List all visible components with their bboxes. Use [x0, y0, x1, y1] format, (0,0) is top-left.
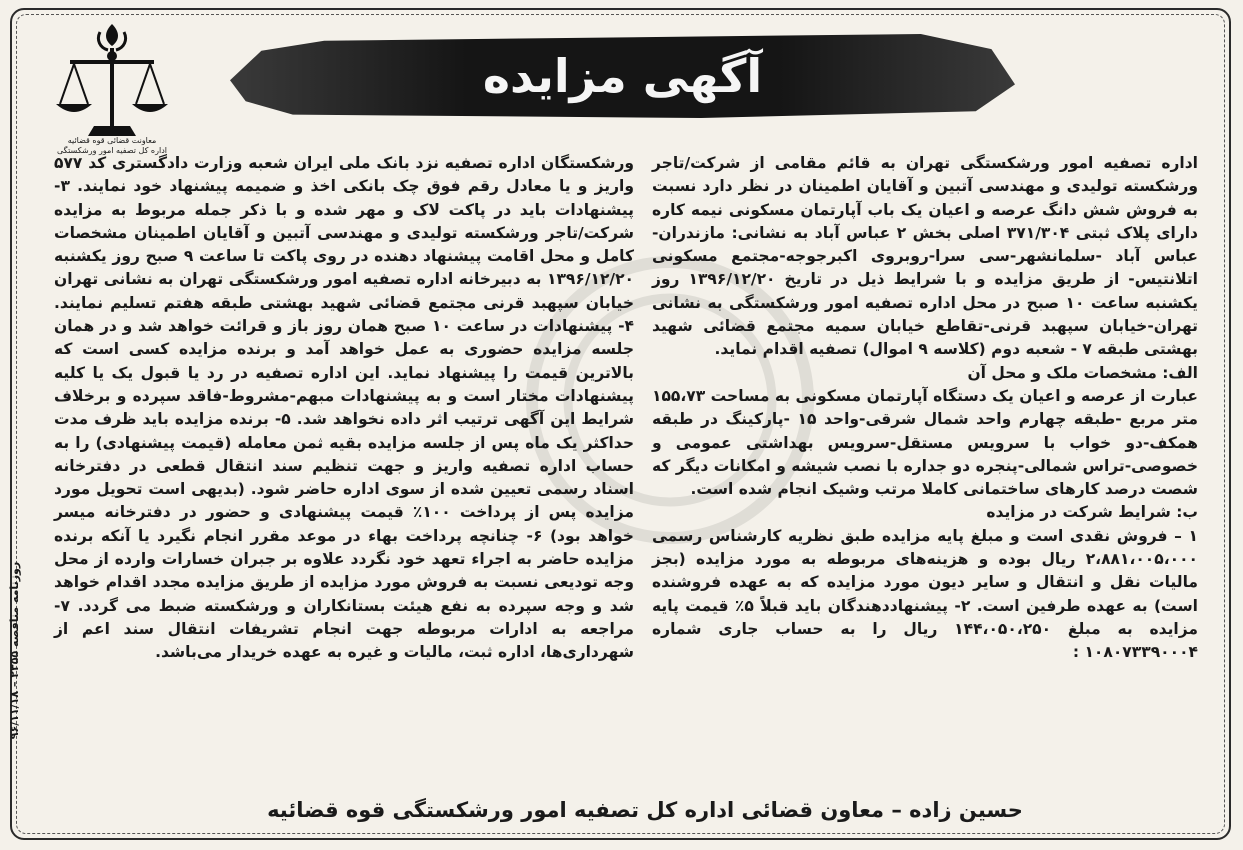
intro-paragraph — [652, 152, 1198, 362]
section-b-text: ۱ – فروش نقدی است و مبلغ پایه مزایده طبق نظریه کارشناس رسمی ۲،۸۸۱،۰۰۵،۰۰۰ ریال بوده و هزینه‌های مربوطه به مورد مزایده (بجز مالیات نقل و انتقال و سایر دیون مورد مزایده که به عهده فروشنده است) به عهده طرفین است. ۲- پیشنهاددهندگان باید قبلاً ۵٪ قیمت پایه مزایده به مبلغ ۱۴۴،۰۵۰،۲۵۰ ریال را به حساب جاری شماره ۱۰۸۰۷۳۳۹۰۰۰۴ : — [652, 526, 1198, 662]
right-column — [652, 152, 1198, 665]
intro-bold: اداره تصفیه امور ورشکستگی تهران — [905, 154, 1198, 172]
section-a-text: عبارت از عرصه و اعیان یک دستگاه آپارتمان مسکونی به مساحت ۱۵۵،۷۳ متر مربع -طبقه چهارم واحد شمال شرقی-واحد ۱۵ -پارکینگ در طبقه همکف-دو خواب با سرویس مستقل-سرویس بهداشتی عمومی و خصوصی-تراس شمالی-پنجره دو جداره با نصب شیشه و امکانات دیگر که شصت درصد کارهای ساختمانی کاملا مرتب وشیک انجام شده است. — [652, 386, 1198, 499]
section-a-title: الف: مشخصات ملک و محل آن — [967, 363, 1198, 382]
section-b-title: ب: شرایط شرکت در مزایده — [986, 503, 1198, 522]
left-column-text: ورشکستگان اداره تصفیه نزد بانک ملی ایران شعبه وزارت دادگستری کد ۵۷۷ واریز و یا معادل رقم فوق چک بانکی اخذ و ضمیمه پیشنهاد خود نمایند. ۳- پیشنهادات باید در پاکت لاک و مهر شده و با ذکر جمله مربوط به مزایده شرکت/تاجر ورشکسته تولیدی و مهندسی آتبین و آقایان اطمینان مشخصات کامل و محل اقامت پیشنهاد دهنده در روی پاکت تا ساعت ۹ صبح روز یکشنبه ۱۳۹۶/۱۲/۲۰ به دبیرخانه اداره تصفیه امور ورشکستگی تهران به نشانی تهران خیابان سپهبد قرنی مجتمع قضائی شهید بهشتی طبقه هفتم تسلیم نمایند. ۴- پیشنهادات در ساعت ۱۰ صبح همان روز باز و قرائت خواهد شد و در همان جلسه مزایده حضوری به عمل خواهد آمد و برنده مزایده کسی است که بالاترین قیمت را پیشنهاد نماید. این اداره تصفیه در رد یا قبول یک یا کلیه پیشنهادات مختار است و به پیشنهادات مبهم-مشروط-فاقد سپرده و برخلاف شرایط این آگهی ترتیب اثر داده نخواهد شد. ۵- برنده مزایده باید ظرف مدت حداکثر یک ماه پس از جلسه مزایده بقیه ثمن معامله (قیمت پیشنهادی) را به حساب اداره تصفیه واریز و جهت تنظیم سند انتقال قطعی در دفترخانه اسناد رسمی تعیین شده از سوی اداره حاضر شود. (بدیهی است تحویل مورد مزایده پس از پرداخت ۱۰۰٪ قیمت پیشنهادی و حضور در دفترخانه میسر خواهد بود) ۶- چنانچه پرداخت بهاء در موعد مقرر انجام نگیرد یا آنکه برنده مزایده حاضر به اجراء تعهد خود نگردد علاوه بر جبران خسارات وارده از محل وجه تودیعی نسبت به فروش مورد مزایده از طریق مزایده مجدد اقدام خواهد شد و وجه سپرده به نفع هیئت بستانکاران و ورشکسته ضبط می گردد. ۷- مراجعه به ادارات مربوطه جهت انجام تشریفات انتقال سند اعم از شهرداری‌ها، اداره ثبت، مالیات و غیره به عهده خریدار می‌باشد. — [54, 154, 635, 662]
intro-text: به قائم مقامی از شرکت/تاجر ورشکسته تولیدی و مهندسی آتبین و آقایان اطمینان در نظر دارد نسبت به فروش شش دانگ عرصه و اعیان یک باب آپارتمان مسکونی نیمه کاره دارای پلاک ثبتی ۳۷۱/۳۰۴ اصلی بخش ۲ عباس آباد به نشانی: مازندران-عباس آباد -سلمانشهر-سی سرا-روبروی اکبرجوجه-مجتمع مسکونی اتلانتیس- از طریق مزایده و با شرایط ذیل در تاریخ ۱۳۹۶/۱۲/۲۰ روز یکشنبه ساعت ۱۰ صبح در محل اداره تصفیه امور ورشکستگی به نشانی تهران-خیابان سپهبد قرنی-تقاطع خیابان سمیه مجتمع قضائی شهید بهشتی طبقه ۷ - شعبه دوم (کلاسه ۹ اموال) تصفیه اقدام نماید. — [652, 154, 1199, 359]
judiciary-emblem-icon — [52, 18, 172, 150]
emblem-caption-line-1: معاونت قضائی قوه قضائیه — [67, 136, 157, 145]
side-note-text: روزنامه مناقصه ۲۳۵۵ – ۹۶/۱۱/۱۸ — [8, 561, 22, 739]
side-note — [5, 480, 25, 820]
page-title: آگهی مزایده — [482, 49, 763, 103]
emblem-caption-line-2: اداره کل تصفیه امور ورشکستگی — [56, 146, 167, 155]
left-column — [54, 152, 634, 665]
footer-signature: حسین زاده – معاون قضائی اداره کل تصفیه امور ورشکستگی قوه قضائیه — [267, 798, 1023, 822]
